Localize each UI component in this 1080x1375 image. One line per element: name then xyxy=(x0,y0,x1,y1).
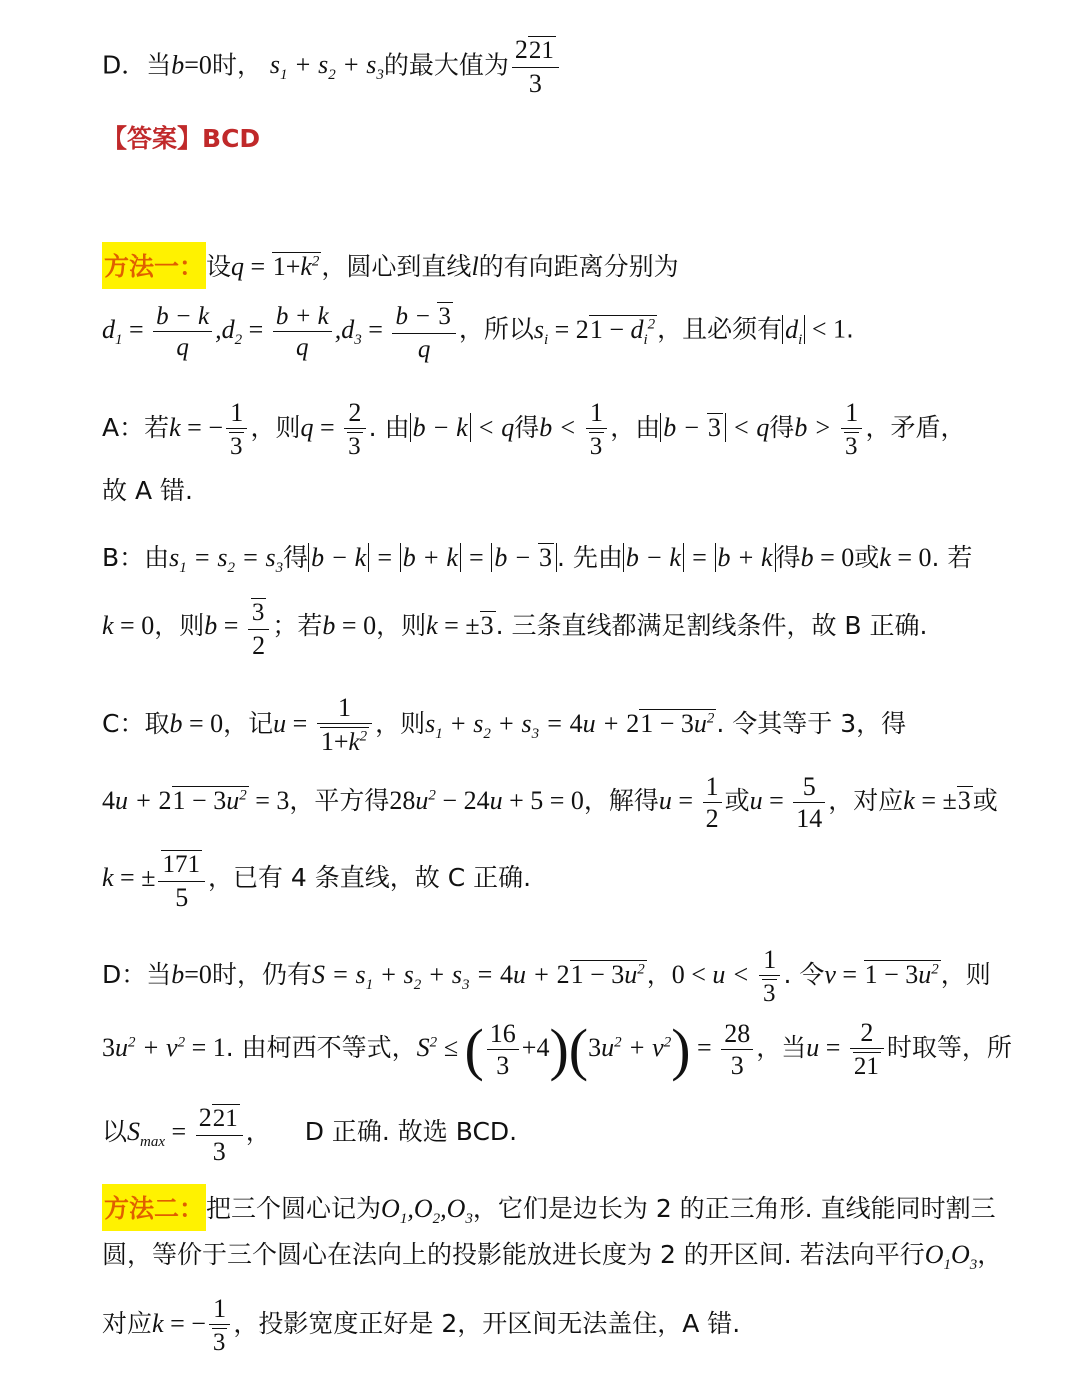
q-definition: $q = 1+k^2$ xyxy=(231,252,320,281)
si-formula: $s_i = 21 - d_i^2$ xyxy=(533,314,656,348)
option-d-sum: $s_1 + s_2 + s_3$ xyxy=(269,50,384,84)
method2-tag: 方法二： xyxy=(102,1184,206,1231)
part-d-line1: D：当b=0时，仍有$S = s_1 + s_2 + s_3 = 4u + 21 - 3u^2$，0 < u < $\frac{1}{3}$ . 令$v = 1 - 3u^2$，则 xyxy=(102,945,991,1007)
answer-value: BCD xyxy=(202,124,261,153)
part-a-line: A：若k = − $\frac{1}{3}$ ，则q = $\frac{2}{3}$ . 由 b − k < q得b < $\frac{1}{3}$ ，由 b − 3 < q得b > $\frac{1}{3}$ ，矛盾， xyxy=(102,398,966,460)
option-d-line: D．当b=0时， $s_1 + s_2 + s_3$的最大值为 $\frac{221}{3}$ xyxy=(102,36,562,97)
part-c-line1: C：取b = 0，记u = $\frac{1}{1+k^2}$ ，则$s_1 + s_2 + s_3 = 4u + 21 - 3u^2$. 令其等于 3，得 xyxy=(102,693,907,756)
part-c-line3: k = ± $\frac{171}{5}$ ，已有 4 条直线，故 C 正确. xyxy=(102,851,532,912)
method1-tag: 方法一： xyxy=(102,242,206,289)
d1-formula: $d_1$ = $\frac{b - k}{q}$ $,d_2$ = $\frac{b + k}{q}$ $,d_3$ = $\frac{b - 3}{q}$ xyxy=(102,315,459,344)
method1-distances: $d_1$ = $\frac{b - k}{q}$ $,d_2$ = $\frac{b + k}{q}$ $,d_3$ = $\frac{b - 3}{q}$ ，所以$s_i = 21 - d_i^2$，且必须有 $d_i < 1$. xyxy=(102,302,854,363)
method2-line2: 圆，等价于三个圆心在法向上的投影能放进长度为 2 的开区间. 若法向平行$O_1O_3$， xyxy=(102,1240,1003,1274)
option-d-label: D．当 xyxy=(102,50,172,80)
part-d-line2: $3u^2 + v^2 = 1$. 由柯西不等式，$S^2$ ≤ ( $\frac{16}{3}$ $+4)(3u^2 + v^2)$ = $\frac{28}{3}$ ，当u = $\frac{2}{21}$ 时取等，所 xyxy=(102,1017,1012,1083)
option-d-condition: b=0 xyxy=(171,50,212,80)
method2-line1: 方法二：把三个圆心记为$O_1,O_2,O_3$，它们是边长为 2 的正三角形. 直线能同时割三 xyxy=(102,1196,996,1227)
di-condition: $d_i < 1$ xyxy=(782,315,846,344)
method1-intro: 方法一：设$q = 1+k^2$，圆心到直线l的有向距离分别为 xyxy=(102,252,679,282)
part-b-line2: k = 0，则b = $\frac{3}{2}$ ；若b = 0，则k = ±3. 三条直线都满足割线条件，故 B 正确. xyxy=(102,599,928,660)
part-c-line2: $4u + 21 - 3u^2 = 3$，平方得$28u^2 - 24u + 5 = 0$，解得u = $\frac{1}{2}$ 或u = $\frac{5}{14}$ ，对应k = ±3或 xyxy=(102,772,998,833)
method2-line3: 对应k = − $\frac{1}{3}$ ，投影宽度正好是 2，开区间无法盖住，A 错. xyxy=(102,1294,741,1356)
answer-line xyxy=(102,126,260,151)
part-d-line3: 以$S_{max}$ = $\frac{221}{3}$ ， D 正确. 故选 BCD. xyxy=(102,1103,518,1166)
part-b-line1: B：由$s_1 = s_2 = s_3$得 b − k = b + k = b − 3 . 先由 b − k = b + k 得b = 0或k = 0. 若 xyxy=(102,543,973,577)
part-a-conclusion: 故 A 错. xyxy=(102,476,193,505)
option-d-max-fraction: $\frac{221}{3}$ xyxy=(512,36,559,97)
answer-label: 【答案】 xyxy=(102,124,203,153)
